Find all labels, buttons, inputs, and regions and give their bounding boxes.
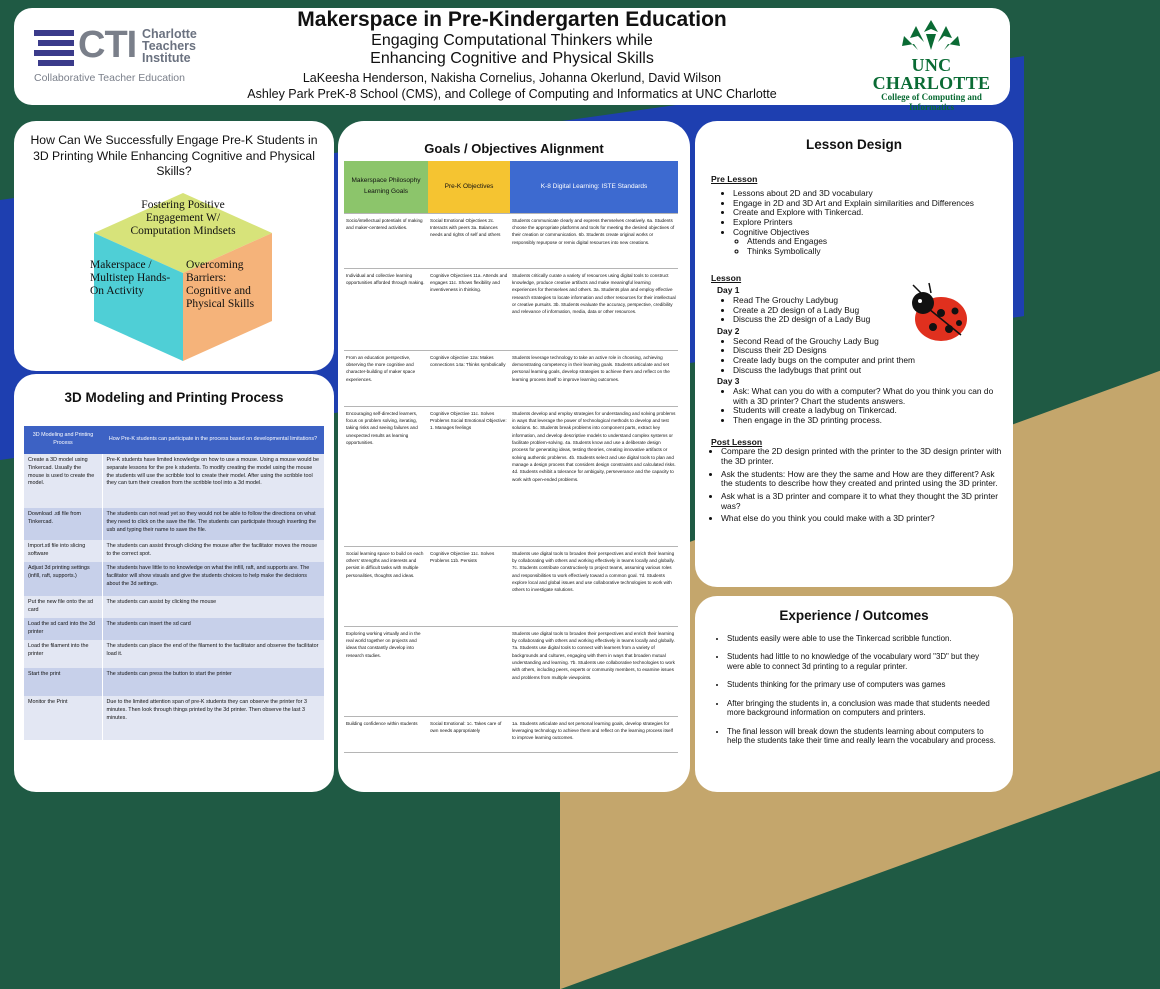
cti-line1: Charlotte [142,27,197,41]
pre-lesson-list [711,189,1003,257]
table-cell: Load the filament into the printer [24,640,102,668]
table-row [344,268,678,350]
table-cell: Start the print [24,668,102,696]
list-item [733,228,1003,257]
list-item: • Create lady bugs on the computer and print them [733,356,1003,366]
cube-right-label: Overcoming Barriers: Cognitive and Physical Skills [186,259,255,310]
poster-authors: LaKeesha Henderson, Nakisha Cornelius, Johanna Okerlund, David Wilson [302,71,722,85]
goals-panel [338,121,690,792]
question-panel [14,121,334,371]
post-lesson-heading: Post Lesson [711,436,763,447]
table-cell: Individual and collective learning opportunities afforded through making. [344,268,428,350]
poster-affiliation: Ashley Park PreK-8 School (CMS), and College of Computing and Informatics at UNC Charlotte [247,87,777,101]
table-cell: The students have little to no knowledge on what the infill, raft, and supports are. The facilitator will show visuals and give the students choices to help make the decisions about the 3d settings. [102,562,324,596]
list-item: • Students had little to no knowledge of the vocabulary word "3D" but they were able to connect 3d printing to a regular printer. [727,652,997,671]
crown-icon [896,18,966,54]
table-row [24,562,324,596]
goals-col-2: Pre-K Objectives [428,161,510,213]
list-item: • The final lesson will break down the students learning about computers to help the students take their time and really learn the vocabulary and process. [727,727,997,746]
day-3-list [711,387,1003,426]
table-row [344,716,678,752]
unc-subtitle: College of Computing and Informatics [881,92,982,112]
list-item: • Ask what is a 3D printer and compare it to what they thought the 3D printer was? [721,492,1003,511]
table-cell: Socio/intellectual potentials of making and maker-centered activities. [344,213,428,268]
cube-top-label: Fostering Positive Engagement W/ Computation Mindsets [130,199,236,237]
table-cell: Load the sd card into the 3d printer [24,618,102,640]
table-cell: Social Emotional Objectives 2c. Interacts with peers 3a. Balances needs and rights of self and others [428,213,510,268]
table-cell: Cognitive Objective 11c. Solves Problems Social Emotional Objective: 1. Manages feelings [428,406,510,546]
modeling-panel [14,374,334,792]
table-cell: The students can place the end of the filament to the facilitator and observe the facilitator load it. [102,640,324,668]
list-item: • Lessons about 2D and 3D vocabulary [733,189,1003,199]
table-cell: Import.stl file into slicing software [24,540,102,562]
experience-panel [695,596,1013,792]
table-row [24,540,324,562]
table-cell: Building confidence within students [344,716,428,752]
day-3-label: Day 3 [717,376,740,387]
lesson-title: Lesson Design [805,137,903,152]
goals-col-1: Makerspace Philosophy Learning Goals [344,161,428,213]
table-cell: Social Emotional: 1c. Takes care of own needs appropriately [428,716,510,752]
table-cell: The students can press the button to start the printer [102,668,324,696]
table-cell: Students leverage technology to take an active role in choosing, achieving demonstrating competency in their learning goals. Students articulate and set personal learning goals, develop strategies to achieve them and reflect on the learning process itself to improve learning outcomes. [510,350,678,406]
table-cell: Students use digital tools to broaden their perspectives and enrich their learning by collaborating with others and working effectively in teams locally and globally. 7a. Students use digital tools to connect with learners from a variety of backgrounds and cultures, engaging with them in ways that broaden mutual understanding and learning. 7b. Students use collaborative technologies to work with others, including peers, experts or community members, to examine issues and problems from multiple viewpoints. [510,626,678,716]
cti-line3: Institute [142,51,191,65]
list-item: • Create a 2D design of a Lady Bug [733,306,891,316]
modeling-table [24,426,324,740]
list-item: • Engage in 2D and 3D Art and Explain similarities and Differences [733,199,1003,209]
modeling-col-2: How Pre-K students can participate in the process based on developmental limitations? [102,426,324,454]
cube-left-label: Makerspace / Multistep Hands-On Activity [90,259,171,297]
list-item: • What else do you think you could make with a 3D printer? [721,514,1003,524]
table-cell: The students can insert the sd card [102,618,324,640]
table-cell: Cognitive Objectives 11a. Attends and engages 11c. Shows flexibility and inventiveness in thinking. [428,268,510,350]
table-row [344,213,678,268]
cti-tagline: Collaborative Teacher Education [34,72,185,84]
list-item: • Ask the students: How are they the same and How are they different? Ask the students to describe how they created and printed using the 3D printer. [721,470,1003,489]
list-item: • Second Read of the Grouchy Lady Bug [733,337,1003,347]
table-row [344,406,678,546]
table-cell: Create a 3D model using Tinkercad. Usually the mouse is used to create the model. [24,454,102,508]
goals-title: Goals / Objectives Alignment [424,141,604,156]
post-lesson-list [711,447,1003,524]
table-cell: Monitor the Print [24,696,102,740]
list-item: • Ask: What can you do with a computer? What do you think you can do with a 3D printer? Chart the students answers. [733,387,1003,406]
table-cell: Students critically curate a variety of resources using digital tools to construct knowledge, produce creative artifacts and make meaningful learning experiences for themselves and others. 3a. Students plan and employ effective research strategies to locate information and other resources for their intellectual or creative pursuits. 3b. Students evaluate the accuracy, perspective, credibility and relevance of information, media, data or other resources. [510,268,678,350]
table-row [24,640,324,668]
table-cell: Due to the limited attention span of pre-K students they can observe the printer for 3 minutes. Then look through things printed by the 3d printer. Then observe the last 3 minutes. [102,696,324,740]
list-item: ◦ Attends and Engages [747,237,1003,247]
list-item: • Discuss the ladybugs that print out [733,366,1003,376]
list-item-text: Cognitive Objectives [733,226,810,237]
list-item: ◦ Thinks Symbolically [747,247,1003,257]
list-item: • Explore Printers [733,218,1003,228]
table-cell: Exploring working virtually and in the real world together on projects and ideas that constantly develop into research studies. [344,626,428,716]
list-item: • Students thinking for the primary use of computers was games [727,680,997,689]
list-item: • Create and Explore with Tinkercad. [733,208,1003,218]
table-cell: The students can assist through clicking the mouse after the facilitator moves the mouse to the correct spot. [102,540,324,562]
ladybug-icon [903,283,973,345]
table-cell: From an education perspective, observing the more cognitive and character-building of maker space experiences. [344,350,428,406]
table-cell: The students can not read yet so they would not be able to follow the directions on what they need to click on the save the file. The students can participate through inserting the usb and typing their name to save the file. [102,508,324,540]
list-item: • After bringing the students in, a conclusion was made that students needed more background information on computers and printers. [727,699,997,718]
table-cell: Students communicate clearly and express themselves creatively. 6a. Students choose the appropriate platforms and tools for meeting the desired objectives of their creation or communication. 6b. Students create original works or responsibly repurpose or remix digital resources into new creations. [510,213,678,268]
experience-list [705,634,997,746]
table-cell [428,626,510,716]
table-cell: Cognitive objective 12a: Makes connections 14a: Thinks symbolically [428,350,510,406]
table-row [24,696,324,740]
table-cell: The students can assist by clicking the mouse [102,596,324,618]
cti-line2: Teachers [142,39,196,53]
poster-subtitle-2: Enhancing Cognitive and Physical Skills [370,50,654,67]
table-cell: Social learning space to build on each others' strengths and interests and persist in difficult tasks with multiple personalities, thoughts and ideas. [344,546,428,626]
header-panel [14,8,1010,112]
table-cell: Students use digital tools to broaden their perspectives and enrich their learning by collaborating with others and working effectively in teams locally and globally. 7c. Students contribute constructively to project teams, assuming various roles and responsibilities to work effectively toward a common goal. 7d. Students explore local and global issues and use collaborative technologies to work with others to investigate solutions. [510,546,678,626]
goals-col-3: K-8 Digital Learning: ISTE Standards [510,161,678,213]
unc-logo [859,18,1004,112]
pre-lesson-heading: Pre Lesson [711,174,758,184]
table-row [24,508,324,540]
lesson-heading: Lesson [711,273,742,284]
table-cell: Cognitive Objective 11c. Solves Problems 11b. Persists [428,546,510,626]
table-cell: 1a. Students articulate and set personal learning goals, develop strategies for leveraging technology to achieve them and reflect on the learning process itself to improve learning outcomes. [510,716,678,752]
table-cell: Encouraging self-directed learners, focus on problem solving, iterating, taking risks and seeing failures and unexpected results as learning opportunities. [344,406,428,546]
table-cell: Put the new file onto the sd card [24,596,102,618]
list-item: • Read The Grouchy Ladybug [733,296,891,306]
poster-title: Makerspace in Pre-Kindergarten Education [297,8,727,31]
table-cell: Download .stl file from Tinkercad. [24,508,102,540]
goals-table [344,161,678,753]
table-row [24,454,324,508]
day-2-label: Day 2 [717,325,740,336]
table-row [24,596,324,618]
table-row [344,546,678,626]
day-1-list [711,296,891,325]
table-cell: Students develop and employ strategies for understanding and solving problems in ways that leverage the power of technological methods to develop and test solutions. 5c. Students break problems into component parts, extract key information, and develop descriptive models to understand complex systems or facilitate problem-solving. 4a. Students know and use a deliberate design process for generating ideas, testing theories, creating innovative artifacts or solving authentic problems. 4b. Students select and use digital tools to plan and manage a design process that considers design constraints and calculated risks. 4d. Students exhibit a tolerance for ambiguity, perseverance and the capacity to work with open-ended problems. [510,406,678,546]
modeling-title: 3D Modeling and Printing Process [64,390,284,405]
list-item: • Students easily were able to use the Tinkercad scribble function. [727,634,997,643]
list-item: • Then engage in the 3D printing process. [733,416,1003,426]
table-row [24,618,324,640]
list-item: • Discuss their 2D Designs [733,346,1003,356]
list-item: • Discuss the 2D design of a Lady Bug [733,315,891,325]
list-item: • Students will create a ladybug on Tinkercad. [733,406,1003,416]
table-cell: Pre-K students have limited knowledge on how to use a mouse. Using a mouse would be separate lessons for the pre k students. To modify creating the model using the mouse the students will use the scribble tool to create their model. After using the scribble tool they can turn their creation from the scribble tool into a 3d model. [102,454,324,508]
modeling-col-1: 3D Modeling and Printing Process [24,426,102,454]
lesson-panel [695,121,1013,587]
unc-name: UNC CHARLOTTE [872,55,991,93]
table-row [344,626,678,716]
poster-subtitle-1: Engaging Computational Thinkers while [371,32,653,49]
table-row [24,668,324,696]
research-question: How Can We Successfully Engage Pre-K Students in 3D Printing While Enhancing Cognitive and Physical Skills? [30,133,318,178]
table-cell: Adjust 3d printing settings (infill, raft, supports.) [24,562,102,596]
list-item: • Compare the 2D design printed with the printer to the 3D design printer with the 3D printer. [721,447,1003,466]
experience-title: Experience / Outcomes [779,608,929,623]
cti-abbr: CTI [78,24,137,66]
day-1-label: Day 1 [717,285,740,296]
table-row [344,350,678,406]
